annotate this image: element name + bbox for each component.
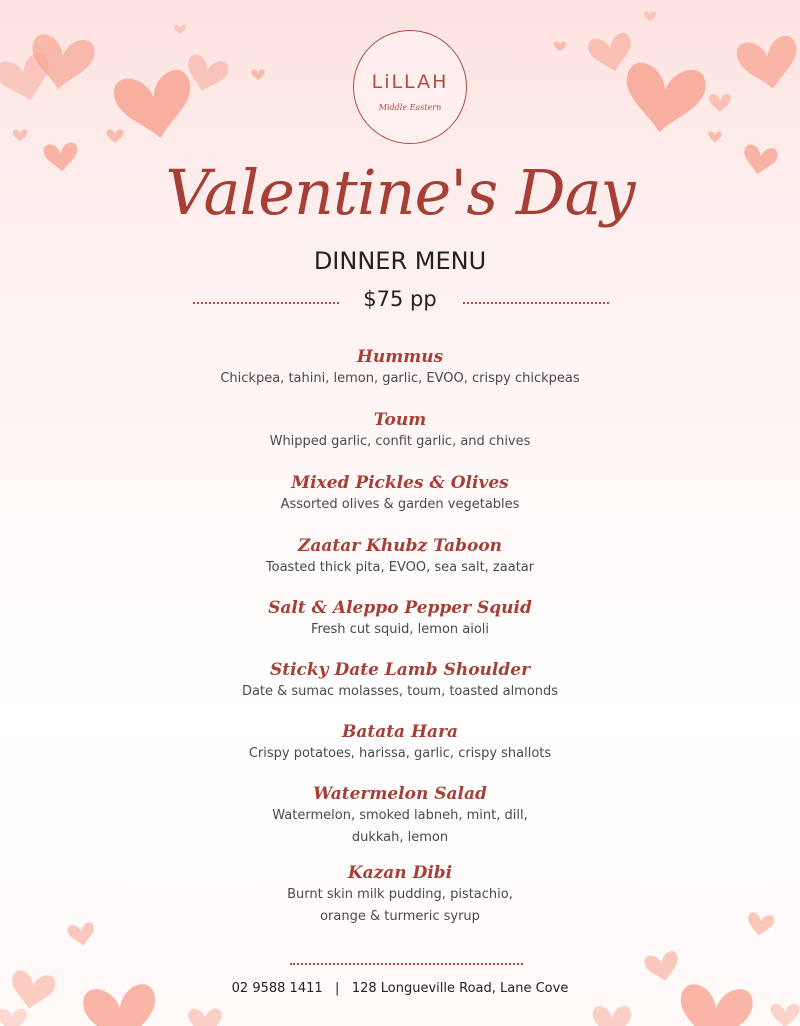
heart-icon [67,922,97,948]
dish-name: Kazan Dibi [347,863,453,883]
heart-icon [107,129,124,143]
restaurant-logo [353,30,467,144]
heart-icon [708,131,721,142]
heart-icon [112,68,199,145]
menu-item [150,597,650,641]
dish-name: Watermelon Salad [313,784,487,804]
dish-description: Watermelon, smoked labneh, mint, dill, dukkah, lemon [272,808,528,845]
dish-description: Chickpea, tahini, lemon, garlic, EVOO, crispy chickpeas [220,371,580,386]
heart-icon [251,69,264,80]
dish-description: Toasted thick pita, EVOO, sea salt, zaatar [265,560,535,575]
phone-number: 02 9588 1411 [231,981,323,996]
menu-item [150,472,650,516]
heart-icon [0,51,56,107]
logo-name: LiLLAH [371,71,449,93]
menu-item [150,535,650,579]
logo-tagline: Middle Eastern [378,103,442,112]
dish-name: Toum [373,410,427,430]
menu-item [150,659,650,703]
heart-icon [0,1009,26,1026]
dish-description: Date & sumac molasses, toum, toasted almonds [241,684,559,699]
heart-icon [643,950,682,985]
dish-description: Burnt skin milk pudding, pistachio, orange & turmeric syrup [287,887,513,924]
menu-item [150,409,650,453]
address: 128 Longueville Road, Lane Cove [351,981,569,996]
heart-icon [13,129,27,141]
menu-item [150,721,650,765]
dish-name: Mixed Pickles & Olives [291,473,509,493]
dish-name: Batata Hara [341,722,459,742]
heart-icon [593,1006,631,1026]
heart-icon [188,1008,222,1026]
menu-item [150,862,650,928]
heart-icon [174,24,186,34]
heart-icon [771,1004,800,1026]
dotted-divider-right [463,302,609,304]
heart-icon [745,912,775,938]
page-title: Valentine's Day [165,156,635,229]
menu-item [150,346,650,390]
menu-subtitle: DINNER MENU [313,247,487,275]
menu-item [150,783,650,849]
heart-icon [620,61,708,138]
dish-description: Whipped garlic, confit garlic, and chives [269,434,531,449]
dish-name: Sticky Date Lamb Shoulder [269,660,531,680]
heart-icon [735,34,800,94]
heart-icon [27,33,96,93]
dish-description: Assorted olives & garden vegetables [280,497,520,512]
heart-icon [554,41,566,51]
heart-icon [644,11,656,21]
dish-name: Hummus [356,347,444,367]
dish-name: Salt & Aleppo Pepper Squid [268,598,532,618]
heart-icon [182,53,230,97]
heart-icon [709,94,731,112]
contact-footer [0,981,800,996]
footer-separator: | [335,981,340,996]
dish-name: Zaatar Khubz Taboon [297,536,503,556]
dish-description: Crispy potatoes, harissa, garlic, crispy shallots [248,746,552,761]
dotted-divider-bottom [290,963,523,965]
dish-description: Fresh cut squid, lemon aioli [310,622,490,637]
price-per-person: $75 pp [363,287,437,311]
heart-icon [586,32,636,76]
